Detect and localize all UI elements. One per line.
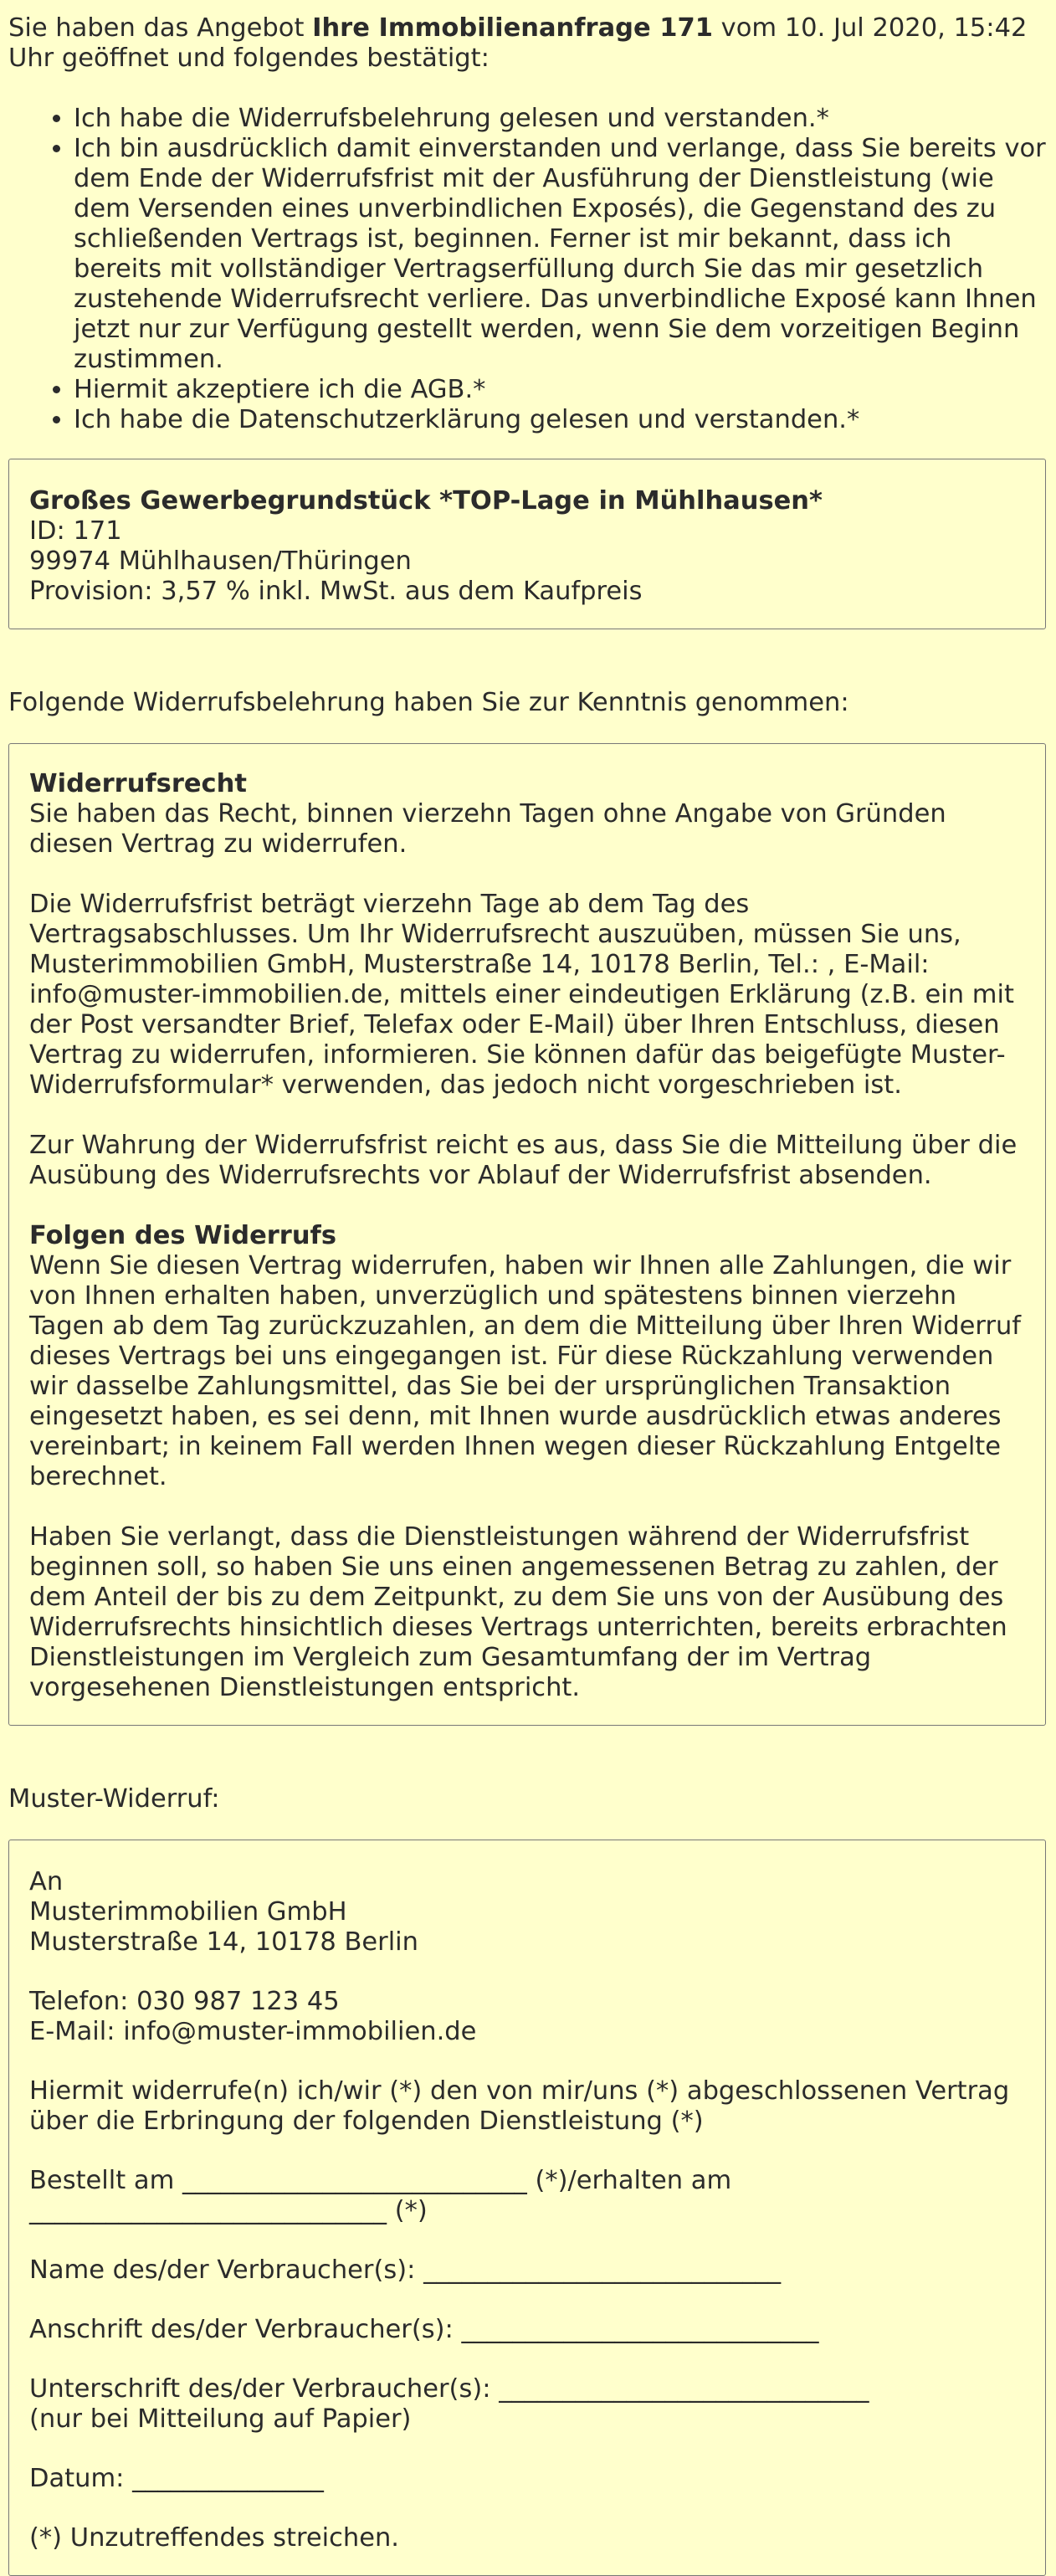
property-title: Großes Gewerbegrundstück *TOP-Lage in Mühlhausen* bbox=[29, 486, 823, 516]
form-signature-note: (nur bei Mitteilung auf Papier) bbox=[29, 2404, 412, 2434]
intro-text bbox=[8, 13, 1048, 74]
offer-name: Ihre Immobilienanfrage 171 bbox=[312, 13, 713, 43]
intro-prefix: Sie haben das Angebot bbox=[8, 13, 313, 43]
revocation-intro: Folgende Widerrufsbelehrung haben Sie zur Kenntnis genommen: bbox=[8, 688, 849, 717]
property-location: 99974 Mühlhausen/Thüringen bbox=[29, 547, 412, 576]
property-commission: Provision: 3,57 % inkl. MwSt. aus dem Kaufpreis bbox=[29, 577, 643, 606]
form-address: Musterstraße 14, 10178 Berlin bbox=[29, 1927, 418, 1957]
revocation-paragraph: Zur Wahrung der Widerrufsfrist reicht es aus, dass Sie die Mitteilung über die Ausübung des Widerrufsrechts vor Ablauf der Widerrufsfrist absenden. bbox=[29, 1131, 1018, 1190]
confirmation-item: • Hiermit akzeptiere ich die AGB.* bbox=[74, 375, 1048, 405]
revocation-box bbox=[8, 743, 1046, 1726]
intro-suffix: vom 10. Jul 2020, 15:42 Uhr geöffnet und folgendes bestätigt: bbox=[8, 13, 1028, 73]
form-address-line: Anschrift des/der Verbraucher(s): ____________________________ bbox=[29, 2315, 819, 2344]
revocation-heading: Widerrufsrecht bbox=[29, 769, 247, 798]
confirmation-item: • Ich bin ausdrücklich damit einverstanden und verlange, dass Sie bereits vor dem Ende der Widerrufsfrist mit der Ausführung der Dienstleistung (wie dem Versenden eines unverbindlichen Exposés), die Gegenstand des zu schließenden Vertrags ist, beginnen. Ferner ist mir bekannt, dass ich bereits mit vollständiger Vertragserfüllung durch Sie das mir gesetzlich zustehende Widerrufsrecht verliere. Das unverbindliche Exposé kann Ihnen jetzt nur zur Verfügung gestellt werden, wenn Sie dem vorzeitigen Beginn zustimmen. bbox=[74, 134, 1048, 375]
property-id: ID: 171 bbox=[29, 516, 122, 546]
property-box bbox=[8, 459, 1046, 629]
revocation-paragraph: Haben Sie verlangt, dass die Dienstleistungen während der Widerrufsfrist beginnen soll, so haben Sie uns einen angemessenen Betrag zu zahlen, der dem Anteil der bis zu dem Zeitpunkt, zu dem Sie uns von der Ausübung des Widerrufsrechts hinsichtlich dieses Vertrags unterrichten, bereits erbrachten Dienstleistungen im Vergleich zum Gesamtumfang der im Vertrag vorgesehenen Dienstleistungen entspricht. bbox=[29, 1522, 1007, 1702]
consequences-heading: Folgen des Widerrufs bbox=[29, 1221, 336, 1250]
confirmation-list bbox=[8, 104, 1048, 435]
form-to: An bbox=[29, 1867, 64, 1896]
confirmation-item: • Ich habe die Widerrufsbelehrung gelesen und verstanden.* bbox=[74, 104, 1048, 134]
revocation-paragraph: Sie haben das Recht, binnen vierzehn Tagen ohne Angabe von Gründen diesen Vertrag zu widerrufen. bbox=[29, 799, 946, 859]
form-signature-line: Unterschrift des/der Verbraucher(s): _____________________________ bbox=[29, 2374, 869, 2404]
form-name-line: Name des/der Verbraucher(s): ____________________________ bbox=[29, 2255, 782, 2285]
form-declaration: Hiermit widerrufe(n) ich/wir (*) den von mir/uns (*) abgeschlossenen Vertrag über die Erbringung der folgenden Dienstleistung (*) bbox=[29, 2076, 1010, 2136]
form-phone: Telefon: 030 987 123 45 bbox=[29, 1987, 340, 2016]
revocation-paragraph: Wenn Sie diesen Vertrag widerrufen, haben wir Ihnen alle Zahlungen, die wir von Ihnen erhalten haben, unverzüglich und spätestens binnen vierzehn Tagen ab dem Tag zurückzuzahlen, an dem die Mitteilung über Ihren Widerruf dieses Vertrags bei uns eingegangen ist. Für diese Rückzahlung verwenden wir dasselbe Zahlungsmittel, das Sie bei der ursprünglichen Transaktion eingesetzt haben, es sei denn, mit Ihnen wurde ausdrücklich etwas anderes vereinbart; in keinem Fall werden Ihnen wegen dieser Rückzahlung Entgelte berechnet. bbox=[29, 1251, 1022, 1491]
form-intro: Muster-Widerruf: bbox=[8, 1784, 220, 1814]
form-date-line: Datum: _______________ bbox=[29, 2464, 324, 2493]
form-company: Musterimmobilien GmbH bbox=[29, 1897, 347, 1927]
confirmation-item: • Ich habe die Datenschutzerklärung gelesen und verstanden.* bbox=[74, 405, 1048, 435]
form-box bbox=[8, 1840, 1046, 2576]
form-ordered-line: Bestellt am ___________________________ (*)/erhalten am ____________________________ (*) bbox=[29, 2166, 732, 2225]
form-footnote: (*) Unzutreffendes streichen. bbox=[29, 2523, 399, 2553]
form-email: E-Mail: info@muster-immobilien.de bbox=[29, 2017, 477, 2046]
revocation-paragraph: Die Widerrufsfrist beträgt vierzehn Tage ab dem Tag des Vertragsabschlusses. Um Ihr Widerrufsrecht auszuüben, müssen Sie uns, Musterimmobilien GmbH, Musterstraße 14, 10178 Berlin, Tel.: , E-Mail: info@muster-immobilien.de, mittels einer eindeutigen Erklärung (z.B. ein mit der Post versandter Brief, Telefax oder E-Mail) über Ihren Entschluss, diesen Vertrag zu widerrufen, informieren. Sie können dafür das beigefügte Muster-Widerrufsformular* verwenden, das jedoch nicht vorgeschrieben ist. bbox=[29, 890, 1014, 1100]
